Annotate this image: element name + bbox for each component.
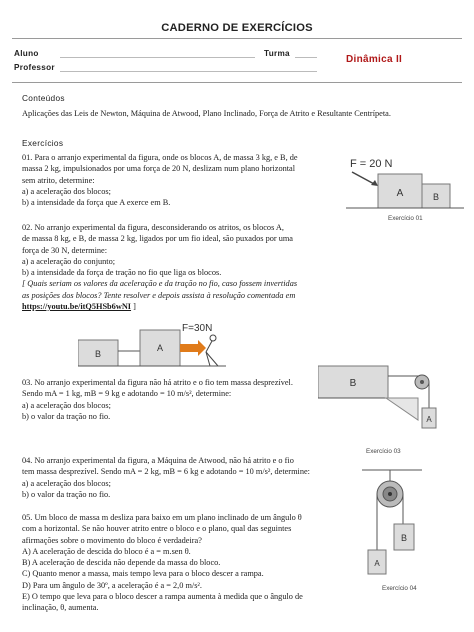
figure-ex04	[352, 468, 448, 596]
option-d: D) Para um ângulo de 30º, a aceleração é a = 2,0 m/s².	[22, 580, 202, 590]
pulley-axle	[388, 492, 392, 496]
exercise-05	[22, 512, 352, 614]
exercise-02-note: [ Quais seriam os valores da aceleração e da tração no fio, caso fossem invertidas	[22, 279, 298, 289]
force-arrow	[352, 172, 376, 185]
person-head	[210, 335, 216, 341]
aluno-field[interactable]	[60, 57, 255, 58]
block-b-label: B	[349, 378, 357, 389]
exercise-03-line: a) a aceleração dos blocos;	[22, 400, 111, 410]
youtube-link[interactable]: https://youtu.be/itQ5HSb6wNI	[22, 302, 132, 312]
option-e-cont: inclinação, θ, aumenta.	[22, 603, 99, 613]
turma-label: Turma	[264, 49, 290, 58]
note-close: ]	[131, 302, 136, 312]
exercise-04	[22, 455, 352, 500]
exercise-02-note: as posições dos blocos? Tente resolver e depois assista à resolução comentada em	[22, 290, 296, 300]
exercise-03	[22, 377, 352, 422]
force-label: F=30N	[182, 323, 213, 334]
exercise-05-line: 05. Um bloco de massa m desliza para baixo em um plano inclinado de um ângulo θ	[22, 513, 302, 522]
option-a: A) A aceleração de descida do bloco é a = m.sen θ.	[22, 546, 191, 556]
exercise-04-line: b) o valor da tração no fio.	[22, 489, 111, 499]
exercise-03-line: Sendo mA = 1 kg, mB = 9 kg e adotando = 10 m/s², determine:	[22, 389, 232, 399]
figure-ex02	[78, 320, 228, 368]
option-b: B) A aceleração de descida não depende da massa do bloco.	[22, 558, 221, 568]
aluno-label: Aluno	[14, 49, 39, 58]
figure-caption: Exercício 03	[366, 448, 401, 455]
exercise-01-line: b) a intensidade da força que A exerce em B.	[22, 198, 171, 208]
exercise-03-line: b) o valor da tração no fio.	[22, 411, 111, 421]
force-label: F = 20 N	[350, 158, 393, 170]
topic-title: Dinâmica II	[346, 54, 403, 65]
header-divider	[12, 82, 462, 83]
person-body	[206, 341, 212, 352]
option-e: E) O tempo que leva para o bloco descer a rampa aumenta à medida que o ângulo de	[22, 592, 303, 602]
conteudos-heading: Conteúdos	[22, 93, 65, 103]
block-b-label: B	[400, 533, 408, 543]
conteudos-text: Aplicações das Leis de Newton, Máquina de Atwood, Plano Inclinado, Força de Atrito e Resultante Centrípeta.	[22, 109, 391, 118]
exercise-05-line: afirmações sobre o movimento do bloco é verdadeira?	[22, 535, 202, 545]
exercise-02-line: b) a intensidade da força de tração no fio que liga os blocos.	[22, 268, 222, 278]
exercise-01-line: massa 2 kg, impulsionados por uma força de 20 N, deslizam num plano horizontal	[22, 164, 296, 174]
figure-caption: Exercício 01	[388, 215, 423, 222]
document-title: CADERNO DE EXERCÍCIOS	[161, 22, 313, 34]
exercise-04-line: tem massa desprezível. Sendo mA = 2 kg, mB = 6 kg e adotando = 10 m/s², determine:	[22, 467, 310, 477]
block-b-label: B	[94, 349, 102, 359]
block-a-label: A	[396, 188, 404, 199]
pulley-axle	[420, 380, 424, 384]
professor-label: Professor	[14, 63, 55, 72]
exercise-02-line: 02. No arranjo experimental da figura, desconsiderando os atritos, os blocos A,	[22, 223, 284, 232]
exercise-02-line: de massa 8 kg, e B, de massa 2 kg, ligados por um fio ideal, são puxados por uma	[22, 234, 293, 244]
exercise-02-line: força de 30 N, determine:	[22, 245, 108, 255]
block-a-label: A	[374, 559, 380, 568]
block-b-label: B	[432, 192, 440, 202]
exercise-02	[22, 222, 442, 312]
exercise-03-line: 03. No arranjo experimental da figura não há atrito e o fio tem massa desprezível.	[22, 378, 293, 387]
table-support	[386, 398, 418, 420]
exercise-01-line: 01. Para o arranjo experimental da figura, onde os blocos A, de massa 3 kg, e B, de	[22, 153, 298, 162]
exercise-02-line: a) a aceleração do conjunto;	[22, 256, 116, 266]
force-arrow	[180, 340, 206, 356]
professor-field[interactable]	[60, 71, 317, 72]
exercise-04-line: a) a aceleração dos blocos;	[22, 478, 111, 488]
exercise-01	[22, 152, 342, 208]
option-c: C) Quanto menor a massa, mais tempo leva para o bloco descer a rampa.	[22, 569, 264, 579]
figure-ex01	[346, 152, 466, 224]
figure-ex03	[318, 362, 468, 458]
block-a-label: A	[426, 415, 432, 424]
exercise-01-line: sem atrito, determine:	[22, 175, 95, 185]
figure-caption: Exercício 04	[382, 585, 417, 592]
block-a-label: A	[156, 343, 164, 353]
title-divider	[12, 38, 462, 39]
exercicios-heading: Exercícios	[22, 138, 64, 148]
exercise-04-line: 04. No arranjo experimental da figura, a Máquina de Atwood, não há atrito e o fio	[22, 456, 294, 465]
exercise-01-line: a) a aceleração dos blocos;	[22, 186, 111, 196]
exercise-05-line: com a horizontal. Se não houver atrito entre o bloco e o plano, qual das seguintes	[22, 524, 292, 534]
turma-field[interactable]	[295, 57, 317, 58]
